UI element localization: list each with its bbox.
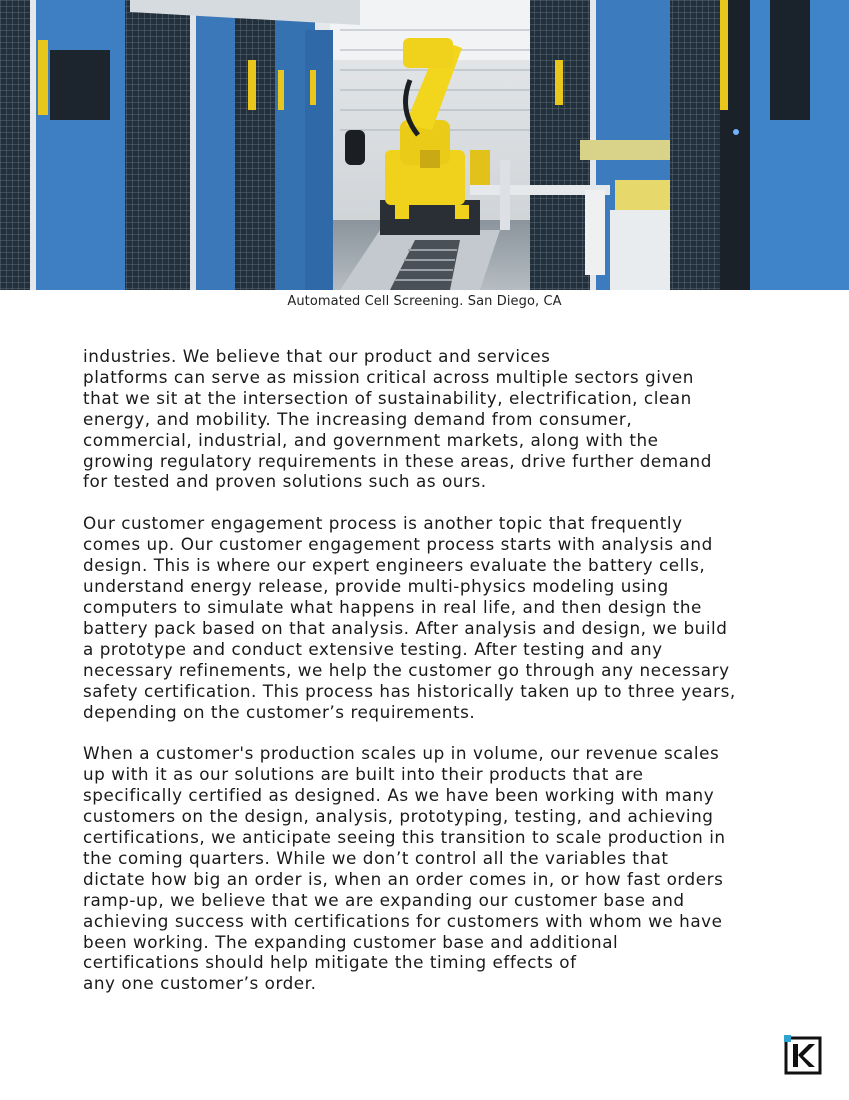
- text-line: battery pack based on that analysis. After analysis and design, we build: [83, 617, 728, 638]
- text-line: When a customer's production scales up in volume, our revenue scales: [83, 743, 720, 764]
- text-line: understand energy release, provide multi-physics modeling using: [83, 576, 669, 597]
- figure-caption: Automated Cell Screening. San Diego, CA: [287, 294, 562, 309]
- text-line: computers to simulate what happens in real life, and then design the: [83, 596, 702, 617]
- company-k-logo: [784, 1035, 822, 1075]
- text-line: achieving success with certifications for customers with whom we have: [83, 910, 723, 931]
- text-line: safety certification. This process has historically taken up to three years,: [83, 680, 736, 701]
- text-line: platforms can serve as mission critical across multiple sectors given: [83, 366, 694, 387]
- text-line: design. This is where our expert engineers evaluate the battery cells,: [83, 555, 706, 576]
- text-line: depending on the customer’s requirements.: [83, 701, 476, 722]
- text-line: for tested and proven solutions such as ours.: [83, 471, 487, 492]
- text-line: commercial, industrial, and government markets, along with the: [83, 429, 659, 450]
- text-line: dictate how big an order is, when an order comes in, or how fast orders: [83, 868, 724, 889]
- text-line: industries. We believe that our product and services: [83, 346, 551, 366]
- text-line: specifically certified as designed. As we have been working with many: [83, 785, 715, 806]
- paragraph-3: [83, 743, 783, 994]
- text-line: up with it as our solutions are built into their products that are: [83, 764, 644, 785]
- text-line: Our customer engagement process is another topic that frequently: [83, 513, 683, 534]
- text-line: customers on the design, analysis, prototyping, testing, and achieving: [83, 806, 714, 827]
- text-line: been working. The expanding customer base and additional: [83, 931, 619, 952]
- text-line: that we sit at the intersection of sustainability, electrification, clean: [83, 387, 692, 408]
- text-line: ramp-up, we believe that we are expanding our customer base and: [83, 889, 685, 910]
- text-line: any one customer’s order.: [83, 973, 317, 994]
- article-body: [83, 346, 783, 994]
- text-line: energy, and mobility. The increasing demand from consumer,: [83, 408, 633, 429]
- hero-photo: [0, 0, 849, 290]
- text-line: a prototype and conduct extensive testing. After testing and any: [83, 638, 663, 659]
- text-line: certifications should help mitigate the timing effects of: [83, 952, 577, 973]
- text-line: comes up. Our customer engagement process starts with analysis and: [83, 534, 713, 555]
- text-line: necessary refinements, we help the customer go through any necessary: [83, 659, 730, 680]
- text-line: certifications, we anticipate seeing this transition to scale production in: [83, 827, 726, 848]
- text-line: growing regulatory requirements in these areas, drive further demand: [83, 450, 712, 471]
- paragraph-1: [83, 346, 783, 492]
- industrial-robot-photo: [0, 0, 849, 290]
- text-line: the coming quarters. While we don’t control all the variables that: [83, 847, 669, 868]
- paragraph-2: [83, 513, 783, 722]
